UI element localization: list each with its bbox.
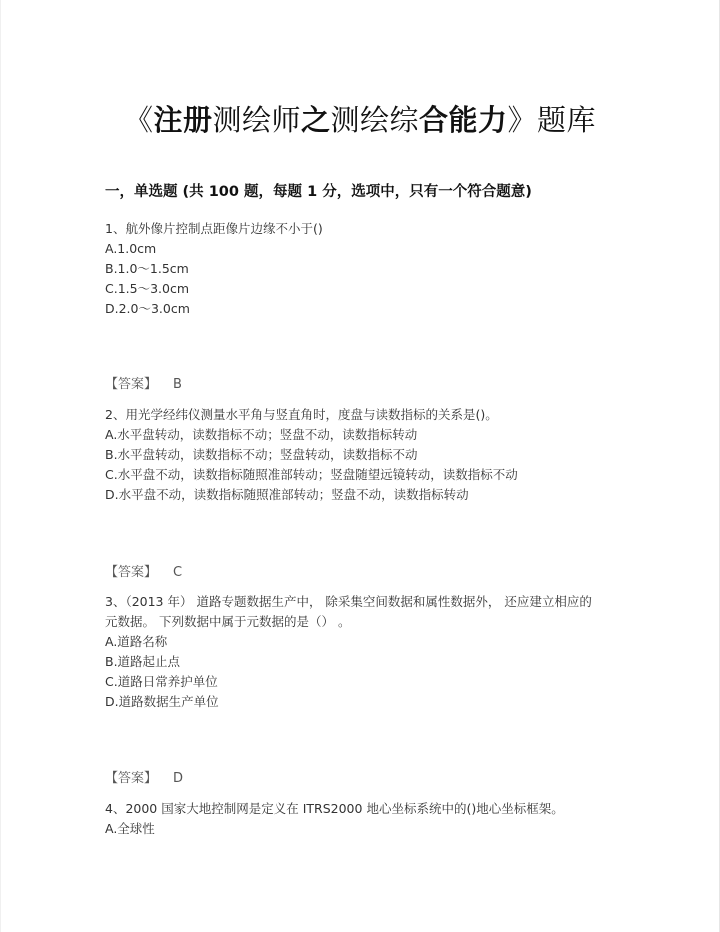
title-suffix: 》题库 [507, 103, 597, 137]
question-2 [105, 405, 625, 505]
title-mid-2: 测绘综 [330, 103, 420, 137]
section-heading: 一，单选题 (共 100 题，每题 1 分，选项中，只有一个符合题意) [105, 184, 532, 200]
page-left-edge [0, 0, 1, 932]
option-d: D.水平盘不动，读数指标随照准部转动；竖盘不动，读数指标转动 [105, 487, 469, 502]
answer-label: 【答案】 [105, 771, 158, 786]
question-4 [105, 799, 625, 839]
question-stem-line-1: 3、（2013 年） 道路专题数据生产中， 除采集空间数据和属性数据外， 还应建立相应的 [105, 594, 592, 609]
question-stem: 1、航外像片控制点距像片边缘不小于() [105, 221, 323, 236]
answer-label: 【答案】 [105, 377, 158, 392]
option-c: C.水平盘不动，读数指标随照准部转动；竖盘随望远镜转动，读数指标不动 [105, 467, 518, 482]
question-3 [105, 592, 625, 712]
option-c: C.道路日常养护单位 [105, 674, 218, 689]
option-a: A.1.0cm [105, 241, 157, 256]
question-stem-line-2: 元数据。 下列数据中属于元数据的是（） 。 [105, 614, 351, 629]
document-title [0, 98, 720, 139]
title-bold-2: 之 [300, 103, 331, 137]
option-a: A.全球性 [105, 821, 155, 836]
option-b: B.1.0～1.5cm [105, 261, 189, 276]
option-c: C.1.5～3.0cm [105, 281, 190, 296]
answer-3 [105, 767, 183, 786]
answer-label: 【答案】 [105, 565, 158, 580]
answer-1 [105, 373, 182, 392]
option-b: B.道路起止点 [105, 654, 181, 669]
answer-value: B [173, 377, 182, 392]
option-a: A.水平盘转动，读数指标不动；竖盘不动，读数指标转动 [105, 427, 418, 442]
question-1 [105, 219, 625, 319]
title-bold-1: 注册 [153, 103, 213, 137]
answer-value: D [173, 771, 184, 786]
title-bold-3: 合能力 [419, 103, 508, 137]
answer-2 [105, 561, 182, 580]
question-stem: 2、用光学经纬仪测量水平角与竖直角时，度盘与读数指标的关系是()。 [105, 407, 498, 422]
option-a: A.道路名称 [105, 634, 168, 649]
question-stem: 4、2000 国家大地控制网是定义在 ITRS2000 地心坐标系统中的()地心坐标框架。 [105, 801, 564, 816]
option-d: D.道路数据生产单位 [105, 694, 219, 709]
answer-value: C [173, 565, 183, 580]
title-mid: 测绘师 [212, 103, 301, 137]
option-b: B.水平盘转动，读数指标不动；竖盘转动，读数指标不动 [105, 447, 418, 462]
option-d: D.2.0～3.0cm [105, 301, 190, 316]
title-prefix: 《 [123, 103, 154, 137]
